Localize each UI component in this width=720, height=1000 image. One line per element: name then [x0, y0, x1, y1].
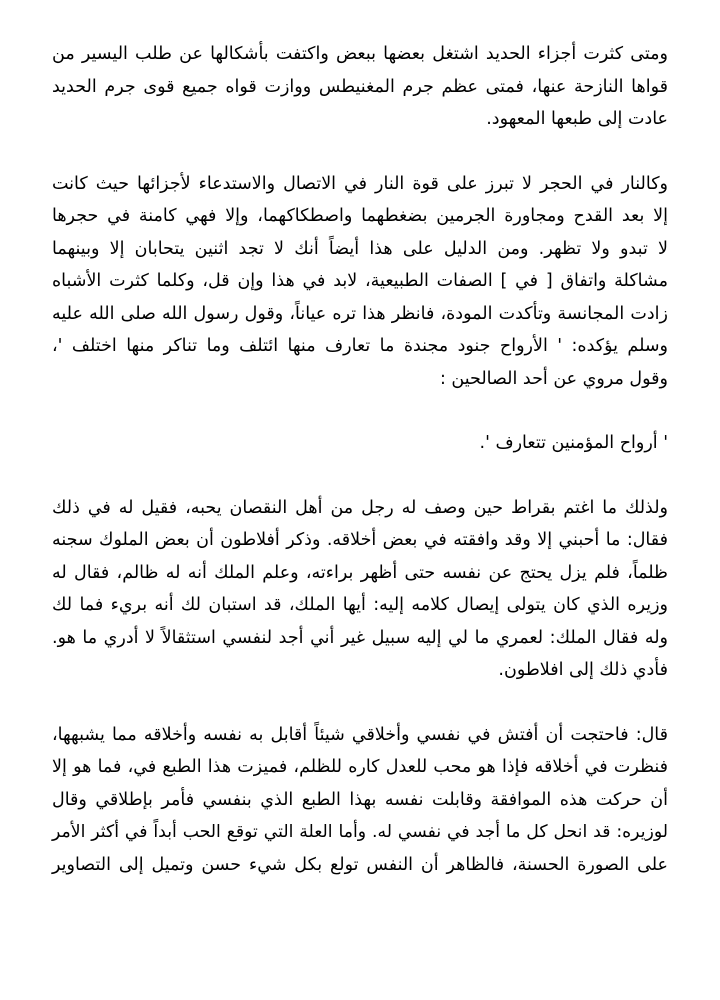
text-line: لوزيره: قد انحل كل ما أجد في نفسي له. وأما العلة التي توقع الحب أبداً في أكثر الأمر: [52, 822, 668, 842]
text-line: فقال: ما أحبني إلا وقد وافقته في بعض أخلاقه. وذكر أفلاطون أن بعض الملوك سجنه: [52, 530, 668, 550]
text-line: على الصورة الحسنة، فالظاهر أن النفس تولع بكل شيء حسن وتميل إلى التصاوير: [52, 854, 668, 875]
paragraph-plato-story: [52, 719, 668, 882]
paragraph-magnet: [52, 38, 668, 136]
text-line: وسلم يؤكده: ' الأرواح جنود مجندة ما تعارف منها ائتلف وما تناكر منها اختلف '،: [52, 336, 668, 356]
text-line: ومتى كثرت أجزاء الحديد اشتغل بعضها ببعض واكتفت بأشكالها عن طلب اليسير من: [52, 44, 668, 64]
paragraph-fire-in-stone: [52, 168, 668, 396]
text-line: قال: فاحتجت أن أفتش في نفسي وأخلاقي شيئاً أقابل به نفسه وأخلاقه مما يشبهها،: [52, 724, 668, 745]
text-line: ولذلك ما اغتم بقراط حين وصف له رجل من أهل النقصان يحبه، فقيل له في ذلك: [52, 497, 668, 518]
paragraph-hippocrates-plato: [52, 492, 668, 687]
text-line: لا تبدو ولا تظهر. ومن الدليل على هذا أيضاً أنك لا تجد اثنين يتحابان إلا وبينهما: [52, 238, 668, 259]
text-line: فنظرت في أخلاقه فإذا هو محب للعدل كاره للظلم، فميزت هذا الطبع في، فما هو إلا: [52, 757, 668, 777]
text-line: ' أرواح المؤمنين تتعارف '.: [479, 433, 668, 453]
text-line: وله فقال الملك: لعمري ما لي إليه سبيل غير أني أجد لنفسي استثقالاً لا أدري ما هو.: [52, 627, 668, 648]
text-line: قواها النازحة عنها، فمتى عظم جرم المغنيطس ووازت قواه جميع قوى جرم الحديد: [52, 76, 668, 97]
text-line: وكالنار في الحجر لا تبرز على قوة النار في الاتصال والاستدعاء لأجزائها حيث كانت: [52, 173, 668, 194]
text-line: فأدي ذلك إلى افلاطون.: [498, 660, 668, 680]
paragraph-quote: [52, 427, 668, 460]
text-line: إلا بعد القدح ومجاورة الجرمين بضغطهما واصطكاكهما، وإلا فهي كامنة في حجرها: [52, 206, 668, 226]
text-line: وزيره الذي كان يتولى إيصال كلامه إليه: أيها الملك، قد استبان لك أنه بريء فما لك: [52, 595, 668, 615]
text-line: وقول مروي عن أحد الصالحين :: [439, 368, 668, 389]
text-line: ظلماً، فلم يزل يحتج عن نفسه حتى أظهر براءته، وعلم الملك أنه له ظالم، فقال له: [52, 562, 668, 583]
text-line: عادت إلى طبعها المعهود.: [486, 109, 668, 129]
text-line: أن حركت هذه الموافقة وقابلت نفسه بهذا الطبع الذي بنفسي فأمر بإطلاقي وقال: [52, 789, 668, 810]
text-line: زادت المجانسة وتأكدت المودة، فانظر هذا تره عياناً، وقول رسول الله صلى الله عليه: [52, 303, 668, 324]
document-page: [52, 38, 668, 913]
text-line: مشاكلة واتفاق [ في ] الصفات الطبيعية، لابد في هذا وإن قل، وكلما كثرت الأشباه: [52, 271, 668, 291]
